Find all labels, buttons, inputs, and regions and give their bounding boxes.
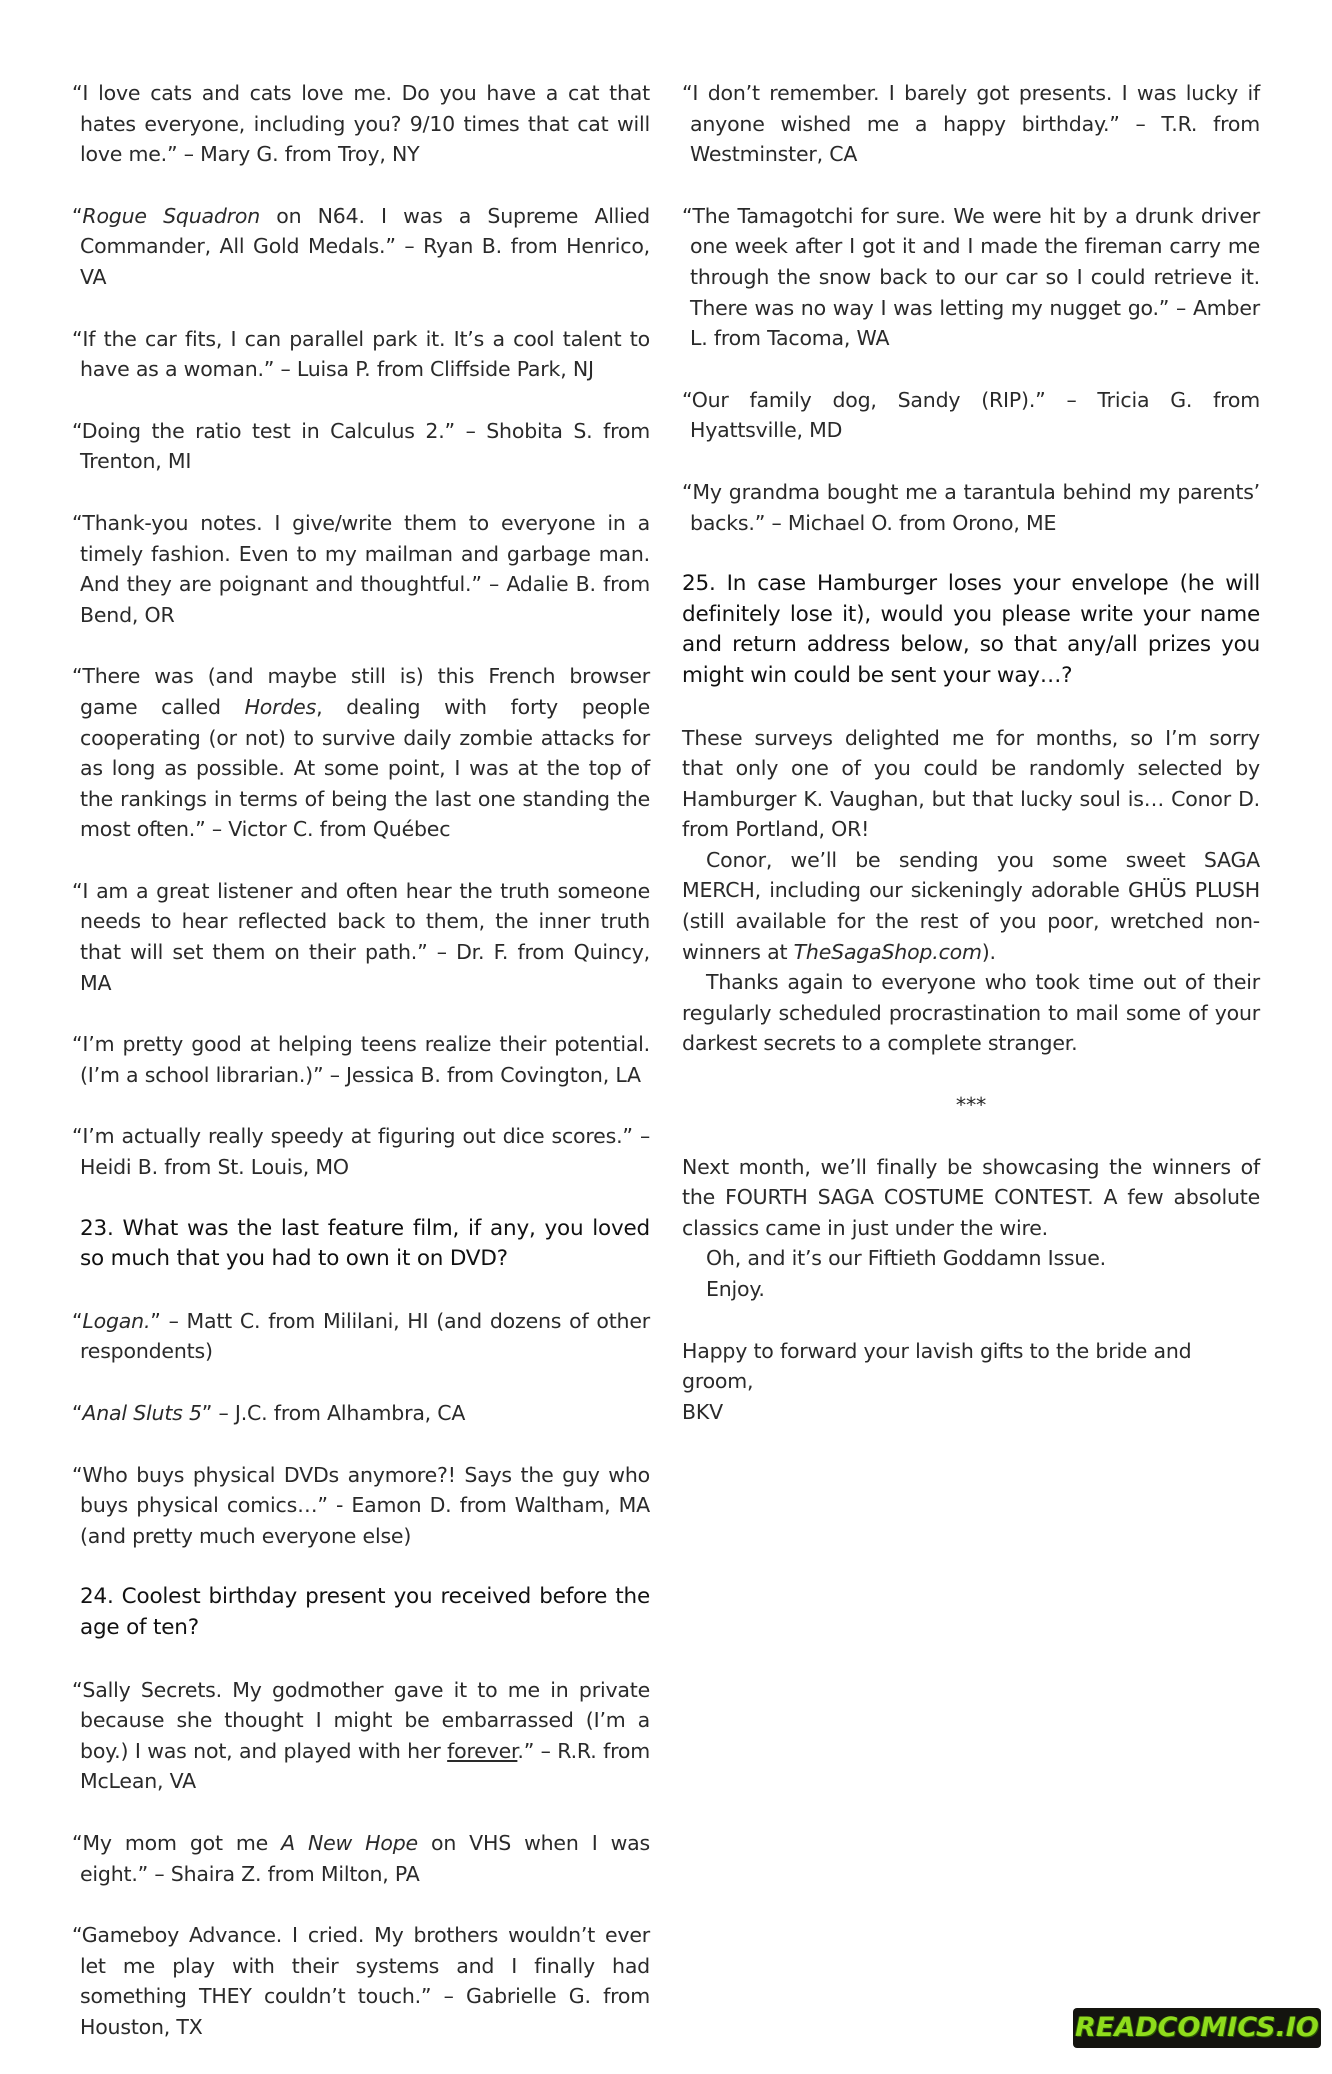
survey-quote: “Doing the ratio test in Calculus 2.” – Shobita S. from Trenton, MI <box>72 418 650 474</box>
italic-title: A New Hope <box>281 1830 418 1855</box>
enjoy-line: Enjoy. <box>706 1277 765 1301</box>
readcomics-watermark-logo <box>1073 2008 1321 2048</box>
survey-quote: “Logan.” – Matt C. from Mililani, HI (and dozens of other respondents) <box>72 1308 650 1364</box>
survey-quote: “The Tamagotchi for sure. We were hit by a drunk driver one week after I got it and I made the fireman carry me through the snow back to our car so I could retrieve it. There was no way I was letting my nugget go.” – Amber L. from Tacoma, WA <box>682 203 1260 351</box>
question-24-heading: 24. Coolest birthday present you received before the age of ten? <box>80 1584 650 1640</box>
underlined-word: forever <box>447 1738 518 1763</box>
section-separator: *** <box>955 1093 987 1118</box>
survey-quote: “I love cats and cats love me. Do you have a cat that hates everyone, including you? 9/10 times that cat will love me.” – Mary G. from Troy, NY <box>72 81 650 167</box>
survey-quote: “Gameboy Advance. I cried. My brothers wouldn’t ever let me play with their systems and I finally had something THEY couldn’t touch.” – Gabrielle G. from Houston, TX <box>72 1923 650 2039</box>
watermark-text: READCOMICS.IO <box>1075 2011 1319 2043</box>
next-month-paragraph: Next month, we’ll finally be showcasing the winners of the FOURTH SAGA COSTUME CONTEST. A few absolute classics came in just under the wire. <box>682 1154 1260 1240</box>
survey-quote: “There was (and maybe still is) this French browser game called Hordes, dealing with forty people cooperating (or not) to survive daily zombie attacks for as long as possible. At some point, I was at the top of the rankings in terms of being the last one standing the most often.” – Victor C. from Québec <box>72 664 650 842</box>
signature: BKV <box>682 1399 723 1424</box>
quote-list <box>72 1675 650 2043</box>
quote-list <box>72 78 650 1183</box>
survey-quote: “Sally Secrets. My godmother gave it to me in private because she thought I might be embarrassed (I’m a boy.) I was not, and played with her forever.” – R.R. from McLean, VA <box>72 1677 650 1794</box>
thanks-paragraph: Thanks again to everyone who took time out of their regularly scheduled procrastination to mail some of your darkest secrets to a complete stranger. <box>682 970 1260 1056</box>
quote-list <box>682 78 1260 538</box>
survey-quote: “Our family dog, Sandy (RIP).” – Tricia G. from Hyattsville, MD <box>682 387 1260 443</box>
survey-quote: “I’m pretty good at helping teens realize their potential. (I’m a school librarian.)” – Jessica B. from Covington, LA <box>72 1032 650 1087</box>
survey-quote: “Rogue Squadron on N64. I was a Supreme Allied Commander, All Gold Medals.” – Ryan B. from Henrico, VA <box>72 203 650 289</box>
survey-quote: “I don’t remember. I barely got presents. I was lucky if anyone wished me a happy birthday.” – T.R. from Westminster, CA <box>682 81 1260 167</box>
italic-title: Hordes <box>244 694 317 719</box>
italic-title: Rogue Squadron <box>82 203 261 228</box>
italic-title: Logan. <box>82 1308 151 1333</box>
shop-site-text: TheSagaShop.com <box>793 939 982 964</box>
signoff-line: Happy to forward your lavish gifts to the bride and groom, <box>682 1338 1192 1394</box>
survey-quote: “I’m actually really speedy at figuring out dice scores.” – Heidi B. from St. Louis, MO <box>72 1124 650 1180</box>
left-column <box>72 78 650 2074</box>
survey-quote: “Anal Sluts 5” – J.C. from Alhambra, CA <box>72 1401 466 1425</box>
survey-quote: “Thank-you notes. I give/write them to everyone in a timely fashion. Even to my mailman and garbage man. And they are poignant and thoughtful.” – Adalie B. from Bend, OR <box>72 510 650 627</box>
survey-quote: “My mom got me A New Hope on VHS when I was eight.” – Shaira Z. from Milton, PA <box>72 1830 650 1886</box>
survey-quote: “Who buys physical DVDs anymore?! Says the guy who buys physical comics…” - Eamon D. from Waltham, MA (and pretty much everyone else) <box>72 1462 650 1548</box>
fiftieth-issue-line: Oh, and it’s our Fiftieth Goddamn Issue. <box>706 1246 1106 1271</box>
survey-quote: “My grandma bought me a tarantula behind my parents’ backs.” – Michael O. from Orono, ME <box>682 479 1260 535</box>
question-23-heading: 23. What was the last feature film, if any, you loved so much that you had to own it on DVD? <box>80 1215 650 1272</box>
italic-title: Anal Sluts 5 <box>82 1401 202 1425</box>
right-column <box>682 78 1260 1427</box>
winner-paragraph: These surveys delighted me for months, so I’m sorry that only one of you could be randomly selected by Hamburger K. Vaughan, but that lucky soul is… Conor D. from Portland, OR! <box>682 725 1260 842</box>
quote-list <box>72 1306 650 1552</box>
merch-paragraph: Conor, we’ll be sending you some sweet SAGA MERCH, including our sickeningly adorable GHÜS PLUSH (still available for the rest of you poor, wretched non-winners at TheSagaShop.com). <box>682 847 1260 964</box>
survey-quote: “If the car fits, I can parallel park it. It’s a cool talent to have as a woman.” – Luisa P. from Cliffside Park, NJ <box>72 326 650 382</box>
question-25-heading: 25. In case Hamburger loses your envelope (he will definitely lose it), would you please write your name and return address below, so that any/all prizes you might win could be sent your way…? <box>682 571 1260 688</box>
survey-quote: “I am a great listener and often hear the truth someone needs to hear reflected back to them, the inner truth that will set them on their path.” – Dr. F. from Quincy, MA <box>72 878 650 995</box>
